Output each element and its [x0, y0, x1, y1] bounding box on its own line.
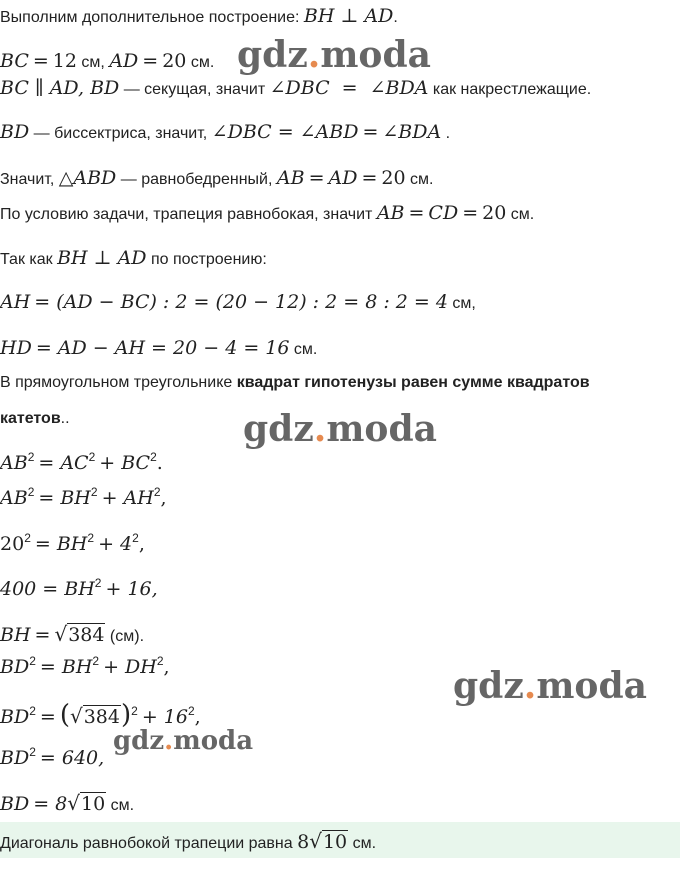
text: см. — [289, 341, 318, 358]
formula: BH — [0, 624, 31, 646]
formula: AD — [109, 50, 139, 72]
operator: = — [32, 50, 49, 72]
line-7 — [0, 247, 680, 269]
text: см, — [76, 54, 110, 71]
line-16 — [0, 622, 680, 646]
text: — равнобедренный, — [116, 171, 277, 188]
line-18: $BD^2 = (√384)^2 + 16^2$, — [0, 700, 201, 730]
line-5 — [0, 167, 680, 189]
formula: + BC — [99, 452, 151, 474]
formula: = BH — [34, 533, 88, 555]
exponent: 2 — [29, 654, 36, 668]
line-12 — [0, 452, 680, 474]
punctuation: , — [138, 533, 145, 555]
formula: + 16 — [141, 706, 188, 728]
line-20 — [0, 791, 680, 815]
text: . — [393, 9, 398, 26]
line-15 — [0, 578, 680, 600]
answer-line — [0, 829, 680, 853]
formula: ∠DBC — [211, 121, 272, 143]
text: Так как — [0, 251, 58, 268]
formula: BC ∥ AD, BD — [0, 77, 120, 99]
formula: ∠BDA — [369, 77, 429, 99]
operator: = — [361, 167, 378, 189]
text: — биссектриса, значит, — [29, 125, 212, 142]
formula: ∠BDA — [382, 121, 442, 143]
punctuation: , — [163, 656, 170, 678]
exponent: 2 — [90, 485, 98, 499]
radicand: 384 — [83, 706, 120, 728]
number: 20 — [162, 50, 187, 72]
formula: △ABD — [58, 167, 117, 189]
line-13 — [0, 487, 680, 509]
formula: AB — [376, 202, 405, 224]
formula: CD — [428, 202, 459, 224]
line-10 — [0, 374, 680, 392]
exponent: 2 — [131, 704, 138, 718]
formula: BD — [0, 656, 30, 678]
number: 20 — [381, 167, 406, 189]
formula: ∠ABD — [299, 121, 359, 143]
exponent: 2 — [27, 485, 35, 499]
formula: = 640, — [39, 747, 105, 769]
exponent: 2 — [156, 654, 164, 668]
text: как накрестлежащие. — [428, 81, 592, 98]
text: см. — [506, 206, 535, 223]
exponent: 2 — [132, 531, 139, 545]
formula: BC — [0, 50, 29, 72]
exponent: 2 — [27, 450, 35, 464]
formula: BD — [0, 793, 30, 815]
number: 8 — [297, 831, 310, 853]
exponent: 2 — [153, 485, 161, 499]
watermark-logo: gdz.moda — [243, 408, 437, 450]
formula: AH — [0, 291, 31, 313]
exponent: 2 — [92, 654, 100, 668]
text: см. — [348, 835, 377, 852]
watermark-logo: gdz.moda — [237, 34, 431, 76]
exponent: 2 — [24, 531, 31, 545]
text: см. — [405, 171, 434, 188]
text: .. — [60, 410, 70, 427]
operator: = — [39, 706, 56, 728]
text: В прямоугольном треугольнике — [0, 374, 237, 391]
square-root: √384 — [54, 622, 105, 646]
line-4 — [0, 121, 680, 143]
number: 20 — [0, 533, 25, 555]
formula: + 16, — [105, 578, 158, 600]
number: 12 — [52, 50, 77, 72]
text: По условию задачи, трапеция равнобокая, значит — [0, 206, 377, 223]
line-3 — [0, 77, 680, 99]
formula: = BH — [39, 656, 93, 678]
formula: + 4 — [98, 533, 133, 555]
formula: BD — [0, 747, 30, 769]
text: см. — [106, 797, 135, 814]
watermark-logo: gdz.moda — [453, 665, 647, 707]
text: Значит, — [0, 171, 59, 188]
text: см, — [447, 295, 476, 312]
line-14 — [0, 533, 680, 555]
exponent: 2 — [29, 745, 36, 759]
formula: AB — [276, 167, 305, 189]
text: Диагональ равнобокой трапеции равна — [0, 835, 298, 852]
bold-text: квадрат гипотенузы равен сумме квадратов — [236, 374, 590, 391]
operator: = — [362, 121, 379, 143]
formula: = (AD − BC) : 2 = (20 − 12) : 2 = 8 : 2 = 4 — [34, 291, 448, 313]
formula: = BH — [38, 487, 91, 509]
operator: = — [34, 624, 51, 646]
formula: 400 = BH — [0, 578, 95, 600]
exponent: 2 — [87, 531, 95, 545]
square-root: √384 — [69, 704, 120, 728]
formula: HD — [0, 337, 32, 359]
formula: + AH — [101, 487, 154, 509]
exponent: 2 — [187, 704, 195, 718]
formula: BH ⊥ AD — [303, 5, 394, 27]
operator: = — [462, 202, 479, 224]
formula: ∠DBC — [269, 77, 330, 99]
punctuation: , — [160, 487, 167, 509]
radicand: 10 — [322, 831, 348, 853]
exponent: 2 — [150, 450, 157, 464]
text: — секущая, значит — [119, 81, 270, 98]
line-6 — [0, 202, 680, 224]
bold-text: катетов — [0, 410, 61, 427]
operator: = — [341, 77, 358, 99]
formula: = 8 — [33, 793, 68, 815]
formula: AD — [328, 167, 358, 189]
formula: + DH — [103, 656, 157, 678]
formula: = AD − AH = 20 − 4 = 16 — [35, 337, 290, 359]
exponent: 2 — [94, 576, 102, 590]
line-1 — [0, 5, 680, 27]
text: см. — [186, 54, 215, 71]
operator: = — [142, 50, 159, 72]
watermark-logo: gdz.moda — [113, 726, 254, 756]
punctuation: , — [194, 706, 201, 728]
line-8 — [0, 291, 680, 313]
square-root: √10 — [309, 829, 348, 853]
exponent: 2 — [88, 450, 96, 464]
formula: = AC — [38, 452, 89, 474]
operator: = — [408, 202, 425, 224]
text: по построению: — [146, 251, 267, 268]
text: Выполним дополнительное построение: — [0, 9, 304, 26]
formula: AB — [0, 487, 28, 509]
line-19 — [0, 747, 680, 769]
square-root: √10 — [67, 791, 106, 815]
operator: = — [277, 121, 294, 143]
punctuation: . — [156, 452, 163, 474]
radicand: 384 — [68, 624, 105, 646]
formula: BD — [0, 706, 30, 728]
text: . — [441, 125, 451, 142]
number: 20 — [482, 202, 507, 224]
operator: = — [308, 167, 325, 189]
radicand: 10 — [81, 793, 106, 815]
line-9 — [0, 337, 680, 359]
formula: AB — [0, 452, 28, 474]
exponent: 2 — [29, 704, 36, 718]
formula: BD — [0, 121, 30, 143]
text: (см). — [105, 628, 145, 645]
formula: BH ⊥ AD — [57, 247, 147, 269]
